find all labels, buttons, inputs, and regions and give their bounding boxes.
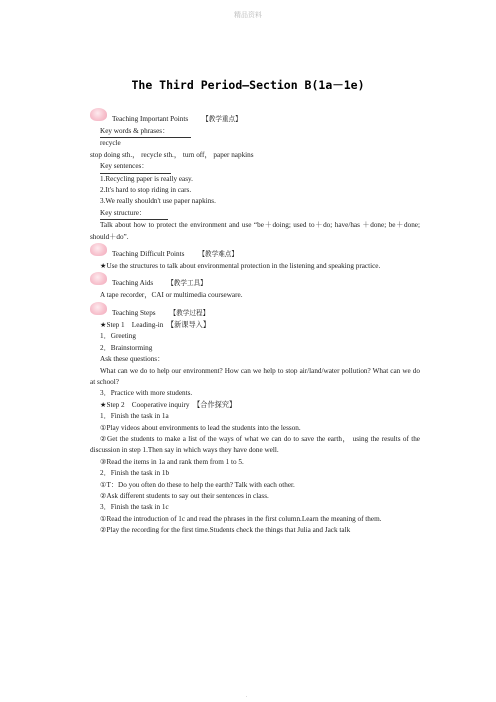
- heading-tag: 【教学工具】: [167, 279, 207, 288]
- step-line: ③Read the items in 1a and rank them from 1 to 5.: [100, 457, 244, 466]
- step-line: Ask these questions：: [100, 355, 165, 364]
- step-line: 1．Finish the task in 1a: [100, 412, 169, 421]
- step-line: 1．Greeting: [100, 332, 136, 341]
- key-sentence-2: 2.It's hard to stop riding in cars.: [100, 186, 192, 195]
- heading-label: Teaching Difficult Points: [112, 250, 185, 259]
- heading-label: Teaching Aids: [112, 279, 154, 288]
- page-title: The Third Period—Section B(1a－1e): [131, 78, 365, 92]
- step-line: ②Play the recording for the first time.Students check the things that Julia and Jack talk: [100, 526, 351, 535]
- watermark: 精品资料: [234, 11, 262, 19]
- section-heading-teaching-steps: [90, 306, 420, 320]
- step-line: 3．Finish the task in 1c: [100, 503, 169, 512]
- step-line: 2．Brainstorming: [100, 343, 153, 352]
- heading-label: Teaching Steps: [112, 308, 156, 317]
- key-word-1: recycle: [100, 139, 121, 148]
- key-sentence-1: 1.Recycling paper is really easy.: [100, 174, 193, 183]
- teaching-aids-text: A tape recorder，CAI or multimedia courseware.: [100, 291, 243, 300]
- key-sentences-label: Key sentences：: [90, 161, 420, 173]
- section-heading-teaching-aids: [90, 276, 420, 290]
- heading-label: Teaching Important Points: [112, 115, 189, 123]
- step-line: ①T：Do you often do these to help the earth? Talk with each other.: [100, 480, 295, 489]
- step-line: What can we do to help our environment? How can we help to stop air/land/water pollution? What can we do at school?: [90, 366, 420, 386]
- flower-bullet-icon: [90, 272, 107, 285]
- document-body: [90, 108, 420, 537]
- step-line: ①Play videos about environments to lead the students into the lesson.: [100, 423, 301, 432]
- step-line: 3．Practice with more students.: [100, 389, 193, 398]
- heading-tag: 【教学重点】: [202, 115, 242, 123]
- step-line: ①Read the introduction of 1c and read the phrases in the first column.Learn the meaning of them.: [100, 514, 382, 523]
- section-heading-important-points: [90, 112, 420, 126]
- flower-bullet-icon: [90, 108, 107, 121]
- key-structure-label: Key structure：: [90, 208, 420, 220]
- step-1-heading: ★Step 1 Leading-in 【新课导入】: [100, 320, 211, 329]
- step-2-heading: ★Step 2 Cooperative inquiry 【合作探究】: [100, 400, 237, 409]
- step-line: ②Ask different students to say out their sentences in class.: [100, 491, 269, 500]
- difficult-points-text: ★Use the structures to talk about environmental protection in the listening and speaking practice.: [100, 262, 381, 271]
- section-heading-difficult-points: [90, 247, 420, 261]
- key-word-2: stop doing sth.， recycle sth.， turn off， paper napkins: [90, 150, 254, 159]
- step-line: 2．Finish the task in 1b: [100, 469, 170, 478]
- heading-tag: 【教学过程】: [169, 308, 210, 317]
- key-words-label: Key words & phrases：: [90, 126, 420, 138]
- key-structure-text: Talk about how to protect the environment and use “be＋doing; used to＋do; have/has ＋done; be＋done; should＋do”.: [90, 221, 420, 241]
- flower-bullet-icon: [90, 243, 107, 256]
- footer-dot: .: [246, 694, 248, 699]
- step-line: ②Get the students to make a list of the ways of what we can do to save the earth， using the results of the discussion in step 1.Then say in which ways they have done well.: [90, 434, 420, 455]
- flower-bullet-icon: [90, 302, 107, 315]
- key-sentence-3: 3.We really shouldn't use paper napkins.: [100, 197, 216, 206]
- heading-tag: 【教学难点】: [198, 250, 238, 259]
